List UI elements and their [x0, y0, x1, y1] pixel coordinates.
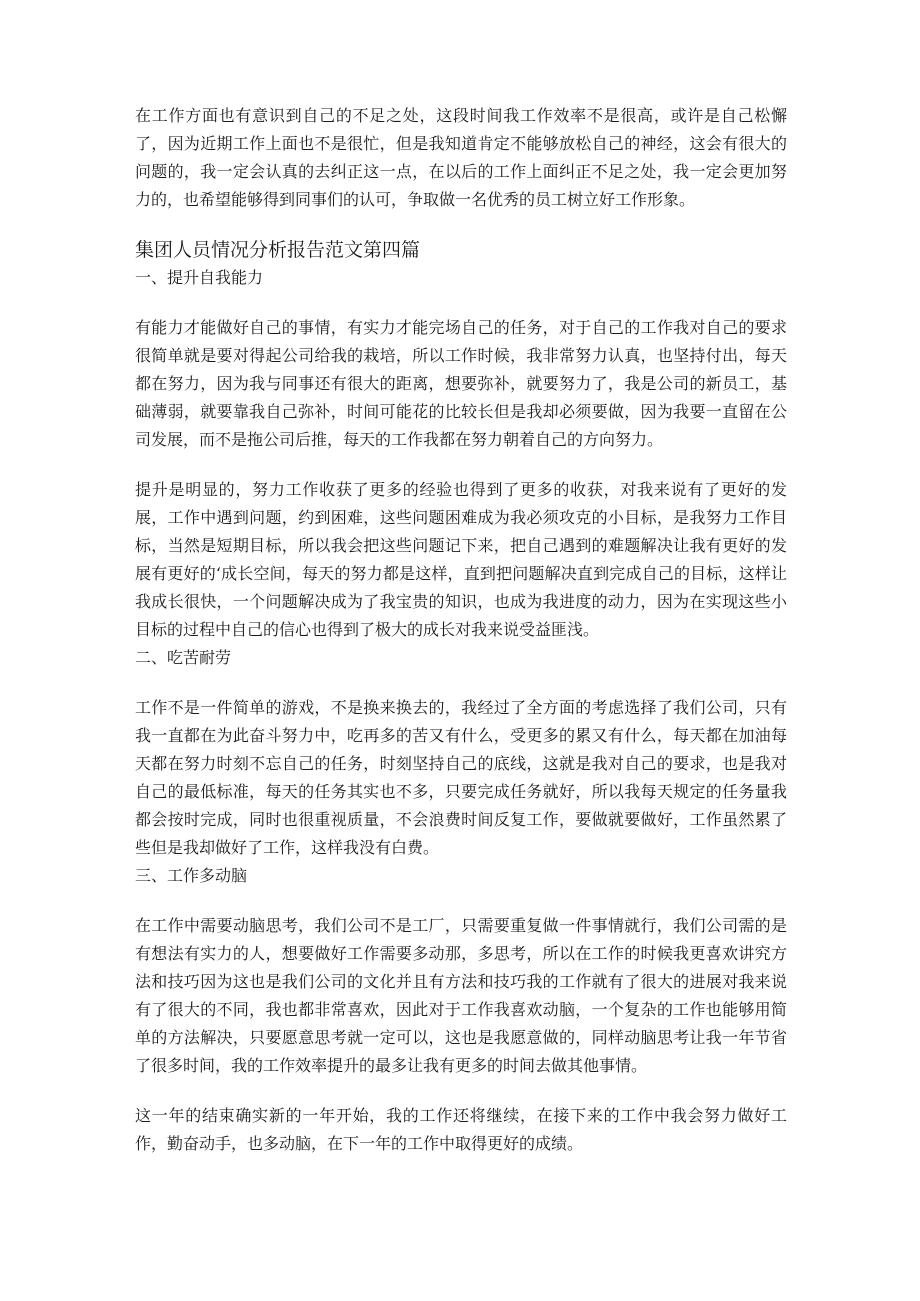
intro-paragraph: 在工作方面也有意识到自己的不足之处，这段时间我工作效率不是很高，或许是自己松懈了，因为近期工作上面也不是很忙，但是我知道肯定不能够放松自己的神经，这会有很大的问题的，我一定会认真的去纠正这一点，在以后的工作上面纠正不足之处，我一定会更加努力的，也希望能够得到同事们的认可，争取做一名优秀的员工树立好工作形象。: [135, 106, 787, 209]
section-3-paragraph-1: 在工作中需要动脑思考，我们公司不是工厂，只需要重复做一件事情就行，我们公司需的是有想法有实力的人，想要做好工作需要多动那，多思考，所以在工作的时候我更喜欢讲究方法和技巧因为这也是我们公司的文化并且有方法和技巧我的工作就有了很大的进展对我来说有了很大的不同，我也都非常喜欢，因此对于工作我喜欢动脑，一个复杂的工作也能够用简单的方法解决，只要愿意思考就一定可以，这也是我愿意做的，同样动脑思考让我一年节省了很多时间，我的工作效率提升的最多让我有更多的时间去做其他事情。: [135, 916, 787, 1075]
section-1-paragraph-1: 有能力才能做好自己的事情，有实力才能完场自己的任务，对于自己的工作我对自己的要求很简单就是要对得起公司给我的栽培，所以工作时候，我非常努力认真，也坚持付出，每天都在努力，因为我与同事还有很大的距离，想要弥补，就要努力了，我是公司的新员工，基础薄弱，就要靠我自己弥补，时间可能花的比较长但是我却必须要做，因为我要一直留在公司发展，而不是拖公司后推，每天的工作我都在努力朝着自己的方向努力。: [135, 318, 787, 449]
article-title: 集团人员情况分析报告范文第四篇: [135, 239, 421, 261]
section-heading-2: 二、吃苦耐劳: [135, 648, 232, 667]
section-3-paragraph-2: 这一年的结束确实新的一年开始，我的工作还将继续，在接下来的工作中我会努力做好工作，勤奋动手，也多动脑，在下一年的工作中取得更好的成绩。: [135, 1106, 787, 1153]
section-1-paragraph-2: 提升是明显的，努力工作收获了更多的经验也得到了更多的收获，对我来说有了更好的发展，工作中遇到问题，约到困难，这些问题困难成为我必须攻克的小目标，是我努力工作目标，当然是短期目标，所以我会把这些问题记下来，把自己遇到的难题解决让我有更好的发展有更好的‘成长空间，每天的努力都是这样，直到把问题解决直到完成自己的目标，这样让我成长很快，一个问题解决成为了我宝贵的知识，也成为我进度的动力，因为在实现这些小目标的过程中自己的信心也得到了极大的成长对我来说受益匪浅。: [135, 480, 787, 639]
section-heading-1: 一、提升自我能力: [135, 268, 264, 287]
section-2-paragraph-1: 工作不是一件简单的游戏，不是换来换去的，我经过了全方面的考虑选择了我们公司，只有我一直都在为此奋斗努力中，吃再多的苦又有什么，受更多的累又有什么，每天都在加油每天都在努力时刻不忘自己的任务，时刻坚持自己的底线，这就是我对自己的要求，也是我对自己的最低标准，每天的任务其实也不多，只要完成任务就好，所以我每天规定的任务量我都会按时完成，同时也很重视质量，不会浪费时间反复工作，要做就要做好，工作虽然累了些但是我却做好了工作，这样我没有白费。: [135, 698, 787, 857]
document-page: [135, 102, 787, 1158]
section-heading-3: 三、工作多动脑: [135, 866, 248, 885]
